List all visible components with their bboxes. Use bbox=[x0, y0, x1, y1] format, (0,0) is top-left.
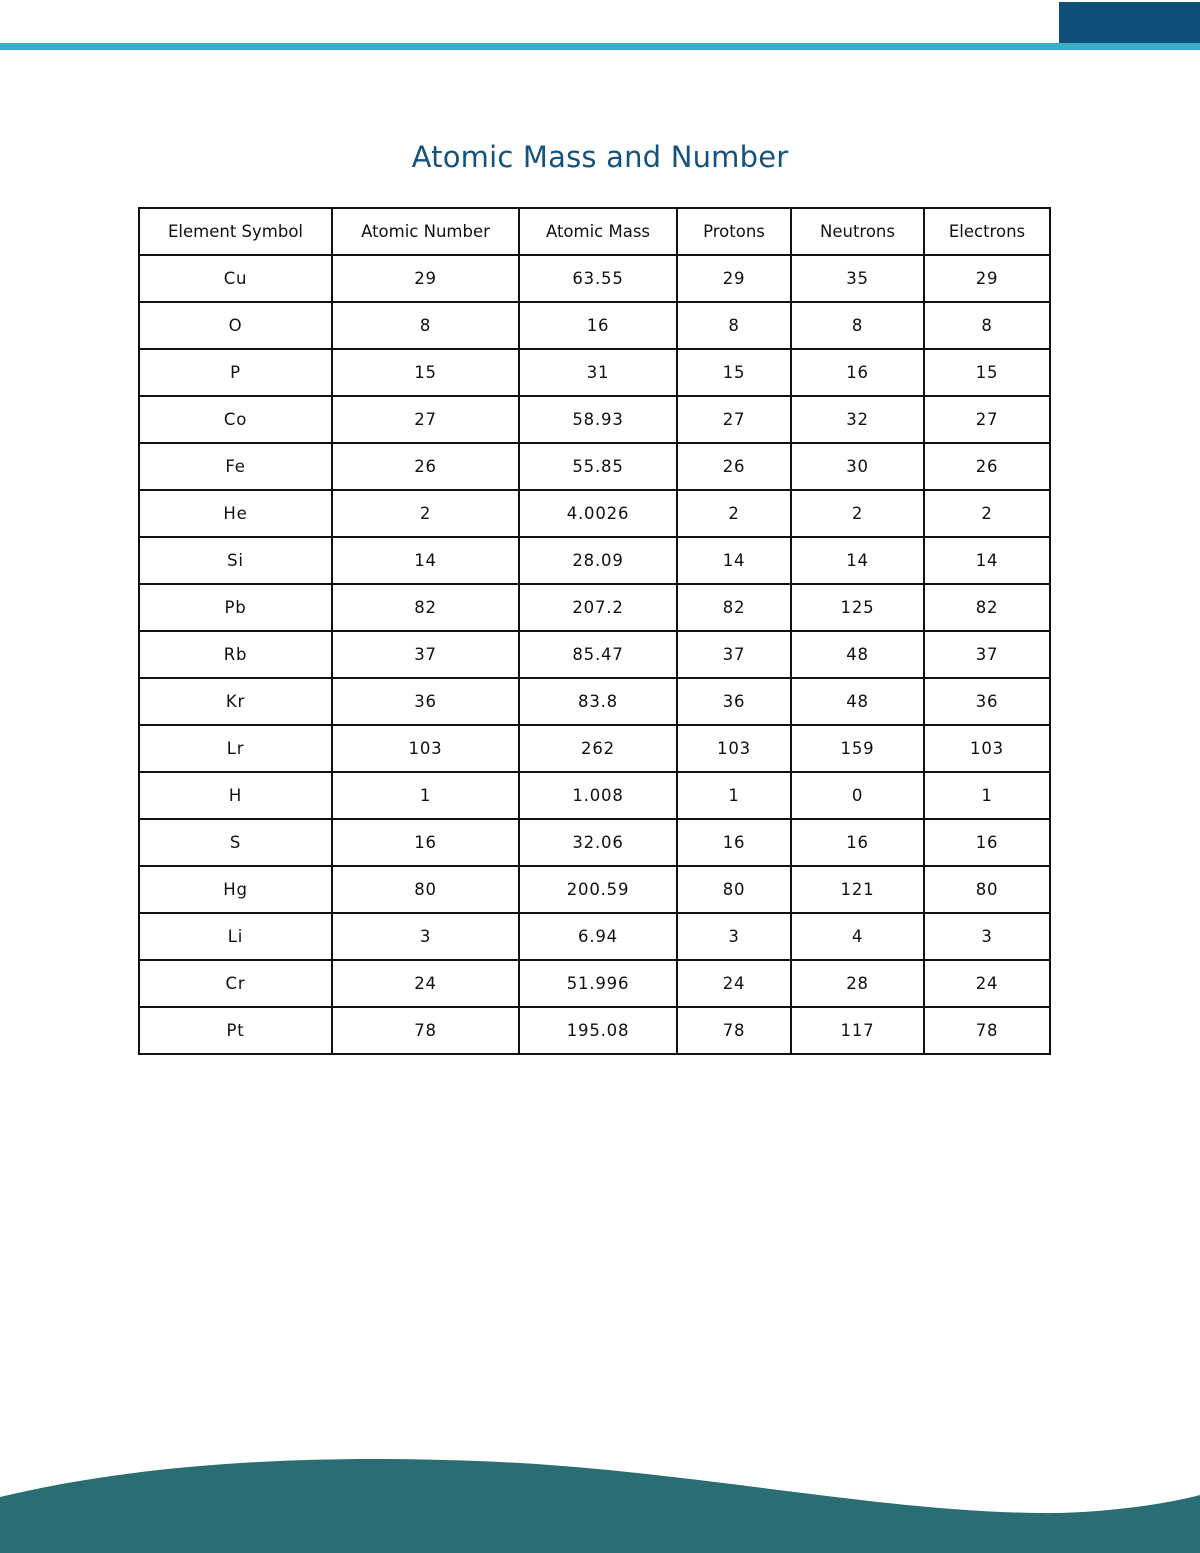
table-cell: 15 bbox=[924, 349, 1050, 396]
table-row bbox=[139, 584, 1050, 631]
table-cell: Li bbox=[139, 913, 332, 960]
table-cell: 6.94 bbox=[519, 913, 677, 960]
table-cell: 4.0026 bbox=[519, 490, 677, 537]
table-row bbox=[139, 490, 1050, 537]
table-cell: 16 bbox=[924, 819, 1050, 866]
table-cell: Si bbox=[139, 537, 332, 584]
table-cell: Co bbox=[139, 396, 332, 443]
table-cell: 26 bbox=[332, 443, 519, 490]
table-cell: O bbox=[139, 302, 332, 349]
table-cell: 48 bbox=[791, 678, 924, 725]
table-row bbox=[139, 1007, 1050, 1054]
table-cell: 195.08 bbox=[519, 1007, 677, 1054]
table-cell: 103 bbox=[332, 725, 519, 772]
table-cell: 16 bbox=[791, 819, 924, 866]
table-row bbox=[139, 349, 1050, 396]
table-cell: Fe bbox=[139, 443, 332, 490]
table-cell: 32 bbox=[791, 396, 924, 443]
table-cell: 24 bbox=[924, 960, 1050, 1007]
table-body bbox=[139, 255, 1050, 1054]
table-cell: H bbox=[139, 772, 332, 819]
table-row bbox=[139, 631, 1050, 678]
table-cell: Pb bbox=[139, 584, 332, 631]
table-cell: 32.06 bbox=[519, 819, 677, 866]
table-row bbox=[139, 537, 1050, 584]
table-cell: 37 bbox=[677, 631, 791, 678]
table-cell: 29 bbox=[677, 255, 791, 302]
table-cell: 103 bbox=[677, 725, 791, 772]
table-cell: 8 bbox=[332, 302, 519, 349]
table-cell: 14 bbox=[677, 537, 791, 584]
table-cell: 35 bbox=[791, 255, 924, 302]
table-cell: 63.55 bbox=[519, 255, 677, 302]
column-header: Atomic Mass bbox=[519, 208, 677, 255]
table-cell: 36 bbox=[332, 678, 519, 725]
header-rule bbox=[0, 43, 1200, 50]
table-row bbox=[139, 725, 1050, 772]
table-cell: 36 bbox=[677, 678, 791, 725]
table-cell: 200.59 bbox=[519, 866, 677, 913]
column-header: Neutrons bbox=[791, 208, 924, 255]
table-cell: 30 bbox=[791, 443, 924, 490]
table-row bbox=[139, 396, 1050, 443]
table-cell: 24 bbox=[677, 960, 791, 1007]
table-cell: 28 bbox=[791, 960, 924, 1007]
table-cell: 26 bbox=[677, 443, 791, 490]
table-cell: 82 bbox=[924, 584, 1050, 631]
table-cell: 29 bbox=[332, 255, 519, 302]
table-cell: 1 bbox=[332, 772, 519, 819]
table-cell: 14 bbox=[332, 537, 519, 584]
table-row bbox=[139, 443, 1050, 490]
table-cell: Cr bbox=[139, 960, 332, 1007]
table-cell: 55.85 bbox=[519, 443, 677, 490]
table-cell: 8 bbox=[791, 302, 924, 349]
table-cell: 15 bbox=[332, 349, 519, 396]
table-row bbox=[139, 960, 1050, 1007]
table-row bbox=[139, 255, 1050, 302]
table-cell: 159 bbox=[791, 725, 924, 772]
table-cell: Cu bbox=[139, 255, 332, 302]
table-cell: 37 bbox=[332, 631, 519, 678]
table-cell: 1 bbox=[677, 772, 791, 819]
table-cell: Pt bbox=[139, 1007, 332, 1054]
table-cell: He bbox=[139, 490, 332, 537]
page-title: Atomic Mass and Number bbox=[411, 140, 789, 174]
table-cell: 36 bbox=[924, 678, 1050, 725]
table-cell: 121 bbox=[791, 866, 924, 913]
table-cell: 103 bbox=[924, 725, 1050, 772]
table-cell: 3 bbox=[924, 913, 1050, 960]
table-cell: 2 bbox=[791, 490, 924, 537]
table-cell: 207.2 bbox=[519, 584, 677, 631]
table-cell: 2 bbox=[677, 490, 791, 537]
table-cell: 82 bbox=[677, 584, 791, 631]
table-cell: 80 bbox=[332, 866, 519, 913]
table-cell: 58.93 bbox=[519, 396, 677, 443]
table-cell: 4 bbox=[791, 913, 924, 960]
column-header: Atomic Number bbox=[332, 208, 519, 255]
column-header: Protons bbox=[677, 208, 791, 255]
table-cell: 28.09 bbox=[519, 537, 677, 584]
table-cell: 14 bbox=[924, 537, 1050, 584]
table-row bbox=[139, 866, 1050, 913]
table-cell: 125 bbox=[791, 584, 924, 631]
table-cell: 27 bbox=[924, 396, 1050, 443]
table-cell: 15 bbox=[677, 349, 791, 396]
table-cell: 2 bbox=[924, 490, 1050, 537]
table-cell: 262 bbox=[519, 725, 677, 772]
table-cell: 27 bbox=[332, 396, 519, 443]
table-cell: 26 bbox=[924, 443, 1050, 490]
table-row bbox=[139, 772, 1050, 819]
table-cell: 85.47 bbox=[519, 631, 677, 678]
table-cell: 80 bbox=[677, 866, 791, 913]
table-cell: Kr bbox=[139, 678, 332, 725]
table-row bbox=[139, 913, 1050, 960]
table-header-row bbox=[139, 208, 1050, 255]
table-cell: 29 bbox=[924, 255, 1050, 302]
table-cell: 2 bbox=[332, 490, 519, 537]
table-cell: 37 bbox=[924, 631, 1050, 678]
table-cell: Hg bbox=[139, 866, 332, 913]
table-cell: 82 bbox=[332, 584, 519, 631]
table-cell: 1.008 bbox=[519, 772, 677, 819]
table-cell: 16 bbox=[332, 819, 519, 866]
table-cell: 48 bbox=[791, 631, 924, 678]
table-row bbox=[139, 678, 1050, 725]
header-corner-block bbox=[1059, 2, 1200, 44]
table-cell: Rb bbox=[139, 631, 332, 678]
column-header: Electrons bbox=[924, 208, 1050, 255]
table-cell: S bbox=[139, 819, 332, 866]
table-cell: P bbox=[139, 349, 332, 396]
element-table bbox=[138, 207, 1051, 1055]
table-cell: 78 bbox=[332, 1007, 519, 1054]
table-row bbox=[139, 302, 1050, 349]
table-cell: 8 bbox=[677, 302, 791, 349]
table-cell: 78 bbox=[924, 1007, 1050, 1054]
table-cell: 78 bbox=[677, 1007, 791, 1054]
table-cell: 83.8 bbox=[519, 678, 677, 725]
column-header: Element Symbol bbox=[139, 208, 332, 255]
table-cell: 80 bbox=[924, 866, 1050, 913]
table-cell: 16 bbox=[791, 349, 924, 396]
table-cell: 3 bbox=[332, 913, 519, 960]
table-cell: 1 bbox=[924, 772, 1050, 819]
footer-wave bbox=[0, 1453, 1200, 1553]
table-cell: 51.996 bbox=[519, 960, 677, 1007]
table-cell: 3 bbox=[677, 913, 791, 960]
table-cell: 16 bbox=[677, 819, 791, 866]
table-cell: 117 bbox=[791, 1007, 924, 1054]
table-cell: 16 bbox=[519, 302, 677, 349]
table-cell: 14 bbox=[791, 537, 924, 584]
table-cell: 24 bbox=[332, 960, 519, 1007]
table-cell: 27 bbox=[677, 396, 791, 443]
table-cell: 8 bbox=[924, 302, 1050, 349]
table-row bbox=[139, 819, 1050, 866]
table-cell: 31 bbox=[519, 349, 677, 396]
table-cell: 0 bbox=[791, 772, 924, 819]
table-cell: Lr bbox=[139, 725, 332, 772]
